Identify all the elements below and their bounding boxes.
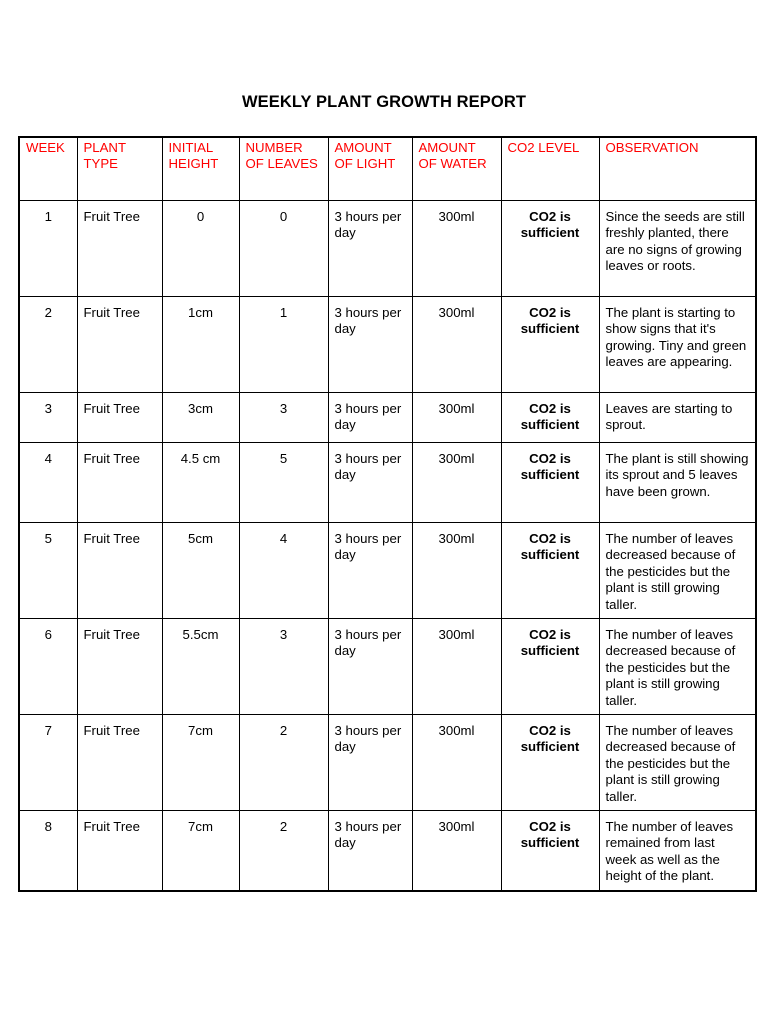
cell-initial-height: 5.5cm [162, 619, 239, 715]
cell-co2-level: CO2 is sufficient [501, 523, 599, 619]
cell-co2-level: CO2 is sufficient [501, 715, 599, 811]
cell-number-of-leaves: 4 [239, 523, 328, 619]
cell-number-of-leaves: 0 [239, 201, 328, 297]
cell-week: 5 [19, 523, 77, 619]
cell-amount-of-water: 300ml [412, 715, 501, 811]
header-plant-type: PLANT TYPE [77, 137, 162, 201]
header-row [19, 137, 756, 201]
header-co2-level: CO2 LEVEL [501, 137, 599, 201]
cell-amount-of-water: 300ml [412, 811, 501, 891]
cell-week: 6 [19, 619, 77, 715]
cell-amount-of-light: 3 hours per day [328, 297, 412, 393]
cell-week: 3 [19, 393, 77, 443]
cell-plant-type: Fruit Tree [77, 201, 162, 297]
cell-plant-type: Fruit Tree [77, 715, 162, 811]
cell-amount-of-light: 3 hours per day [328, 619, 412, 715]
cell-plant-type: Fruit Tree [77, 619, 162, 715]
cell-amount-of-water: 300ml [412, 393, 501, 443]
cell-number-of-leaves: 3 [239, 619, 328, 715]
table-row [19, 201, 756, 297]
cell-amount-of-light: 3 hours per day [328, 393, 412, 443]
cell-observation: The number of leaves decreased because of the pesticides but the plant is still growing taller. [599, 523, 756, 619]
cell-number-of-leaves: 2 [239, 715, 328, 811]
cell-week: 1 [19, 201, 77, 297]
cell-initial-height: 4.5 cm [162, 443, 239, 523]
cell-amount-of-water: 300ml [412, 201, 501, 297]
cell-number-of-leaves: 3 [239, 393, 328, 443]
cell-number-of-leaves: 2 [239, 811, 328, 891]
cell-observation: The number of leaves decreased because of the pesticides but the plant is still growing taller. [599, 619, 756, 715]
cell-plant-type: Fruit Tree [77, 811, 162, 891]
cell-initial-height: 7cm [162, 811, 239, 891]
cell-number-of-leaves: 5 [239, 443, 328, 523]
header-week: WEEK [19, 137, 77, 201]
cell-amount-of-light: 3 hours per day [328, 811, 412, 891]
cell-observation: The number of leaves remained from last week as well as the height of the plant. [599, 811, 756, 891]
table-row [19, 393, 756, 443]
cell-amount-of-light: 3 hours per day [328, 201, 412, 297]
cell-co2-level: CO2 is sufficient [501, 297, 599, 393]
cell-amount-of-light: 3 hours per day [328, 523, 412, 619]
cell-co2-level: CO2 is sufficient [501, 443, 599, 523]
cell-amount-of-water: 300ml [412, 523, 501, 619]
cell-co2-level: CO2 is sufficient [501, 393, 599, 443]
cell-amount-of-water: 300ml [412, 443, 501, 523]
table-row [19, 619, 756, 715]
cell-plant-type: Fruit Tree [77, 523, 162, 619]
cell-plant-type: Fruit Tree [77, 393, 162, 443]
header-amount-of-water: AMOUNT OF WATER [412, 137, 501, 201]
table-row [19, 715, 756, 811]
cell-observation: The plant is still showing its sprout and 5 leaves have been grown. [599, 443, 756, 523]
cell-observation: Since the seeds are still freshly planted, there are no signs of growing leaves or roots. [599, 201, 756, 297]
cell-initial-height: 0 [162, 201, 239, 297]
cell-observation: Leaves are starting to sprout. [599, 393, 756, 443]
header-observation: OBSERVATION [599, 137, 756, 201]
cell-week: 8 [19, 811, 77, 891]
cell-week: 4 [19, 443, 77, 523]
header-amount-of-light: AMOUNT OF LIGHT [328, 137, 412, 201]
cell-number-of-leaves: 1 [239, 297, 328, 393]
cell-amount-of-water: 300ml [412, 619, 501, 715]
cell-co2-level: CO2 is sufficient [501, 811, 599, 891]
cell-initial-height: 7cm [162, 715, 239, 811]
cell-amount-of-light: 3 hours per day [328, 715, 412, 811]
cell-co2-level: CO2 is sufficient [501, 201, 599, 297]
cell-co2-level: CO2 is sufficient [501, 619, 599, 715]
cell-initial-height: 5cm [162, 523, 239, 619]
table-row [19, 297, 756, 393]
table-row [19, 443, 756, 523]
cell-amount-of-water: 300ml [412, 297, 501, 393]
cell-observation: The plant is starting to show signs that it's growing. Tiny and green leaves are appearing. [599, 297, 756, 393]
cell-week: 2 [19, 297, 77, 393]
cell-initial-height: 1cm [162, 297, 239, 393]
header-number-of-leaves: NUMBER OF LEAVES [239, 137, 328, 201]
cell-plant-type: Fruit Tree [77, 297, 162, 393]
cell-plant-type: Fruit Tree [77, 443, 162, 523]
cell-week: 7 [19, 715, 77, 811]
cell-amount-of-light: 3 hours per day [328, 443, 412, 523]
table-row [19, 811, 756, 891]
table-row [19, 523, 756, 619]
report-title: WEEKLY PLANT GROWTH REPORT [241, 93, 527, 111]
cell-initial-height: 3cm [162, 393, 239, 443]
growth-report-table [18, 136, 757, 892]
header-initial-height: INITIAL HEIGHT [162, 137, 239, 201]
cell-observation: The number of leaves decreased because of the pesticides but the plant is still growing taller. [599, 715, 756, 811]
